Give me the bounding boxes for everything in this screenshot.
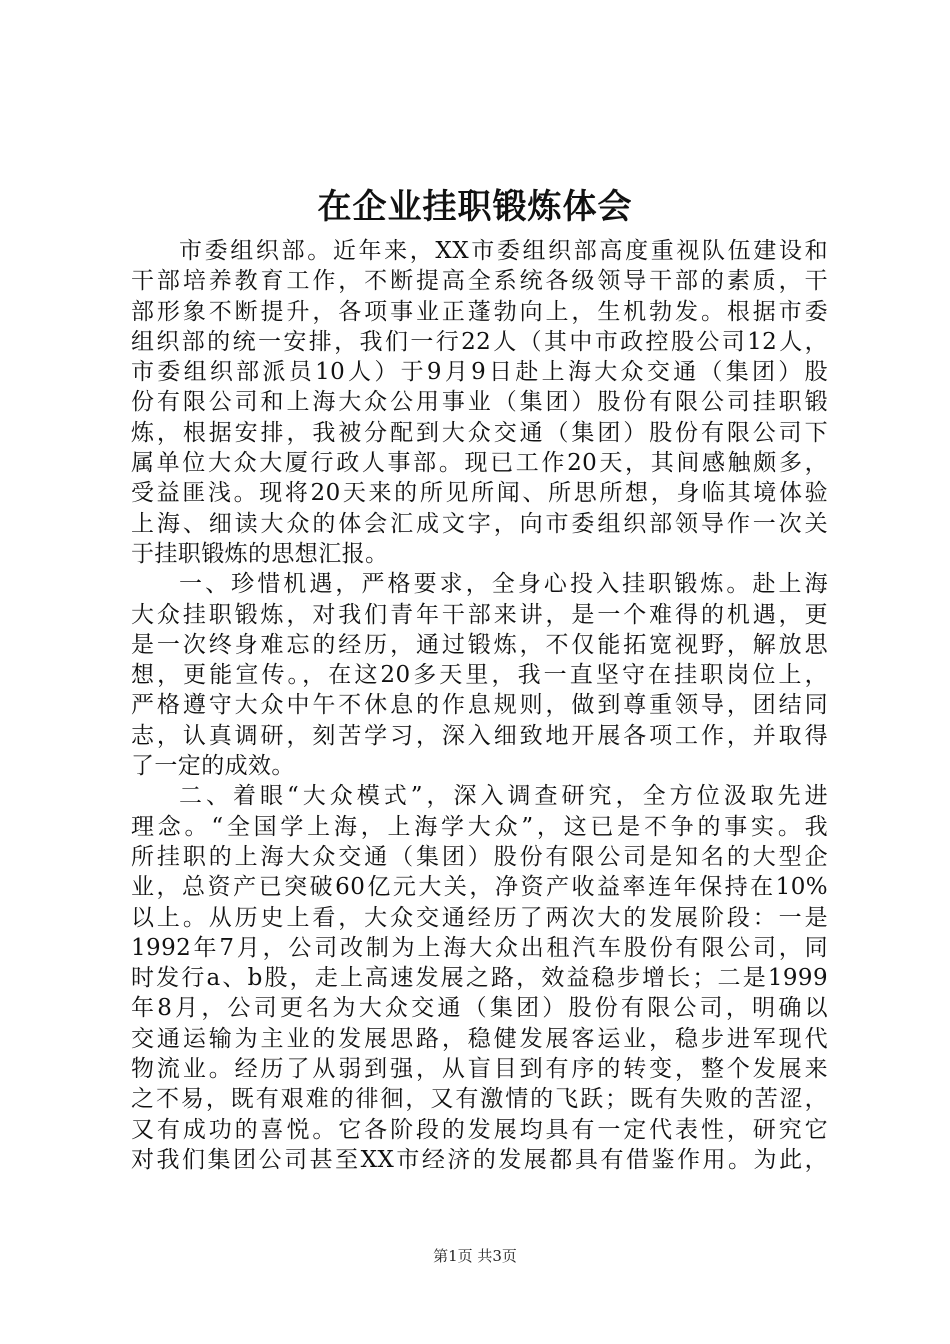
text-line: 物流业。经历了从弱到强，从盲目到有序的转变，整个发展来	[131, 1056, 828, 1083]
text-line: 业，总资产已突破60亿元大关，净资产收益率连年保持在10%	[131, 874, 828, 901]
text-line: 时发行a、b股，走上高速发展之路，效益稳步增长；二是1999	[131, 965, 828, 992]
text-line: 理念。“全国学上海，上海学大众”，这已是不争的事实。我	[131, 813, 828, 840]
text-line: 市委组织部派员10人）于9月9日赴上海大众交通（集团）股	[131, 359, 828, 386]
text-line: 以上。从历史上看，大众交通经历了两次大的发展阶段：一是	[131, 904, 828, 931]
text-line: 于挂职锻炼的思想汇报。	[131, 540, 389, 567]
text-line: 之不易，既有艰难的徘徊，又有激情的飞跃；既有失败的苦涩，	[131, 1086, 828, 1113]
text-line: 所挂职的上海大众交通（集团）股份有限公司是知名的大型企	[131, 843, 828, 870]
text-line: 市委组织部。近年来，XX市委组织部高度重视队伍建设和	[179, 238, 828, 264]
text-line: 1992年7月，公司改制为上海大众出租汽车股份有限公司，同	[131, 934, 828, 961]
text-line: 一、珍惜机遇，严格要求，全身心投入挂职锻炼。赴上海	[179, 571, 828, 598]
text-line: 交通运输为主业的发展思路，稳健发展客运业，稳步进军现代	[131, 1025, 828, 1052]
text-line: 是一次终身难忘的经历，通过锻炼，不仅能拓宽视野，解放思	[131, 631, 828, 658]
text-line: 组织部的统一安排，我们一行22人（其中市政控股公司12人，	[131, 328, 828, 355]
text-line: 受益匪浅。现将20天来的所见所闻、所思所想，身临其境体验	[131, 480, 828, 507]
page-title: 在企业挂职锻炼体会	[317, 187, 633, 227]
text-line: 严格遵守大众中午不休息的作息规则，做到尊重领导，团结同	[131, 692, 828, 719]
text-line: 年8月，公司更名为大众交通（集团）股份有限公司，明确以	[131, 995, 828, 1022]
text-line: 份有限公司和上海大众公用事业（集团）股份有限公司挂职锻	[131, 389, 828, 416]
text-line: 部形象不断提升，各项事业正蓬勃向上，生机勃发。根据市委	[131, 298, 828, 325]
text-line: 对我们集团公司甚至XX市经济的发展都具有借鉴作用。为此，	[131, 1146, 828, 1173]
page-number: 第1页 共3页	[433, 1247, 517, 1265]
text-line: 又有成功的喜悦。它各阶段的发展均具有一定代表性，研究它	[131, 1116, 828, 1143]
text-line: 了一定的成效。	[131, 753, 295, 780]
text-line: 二、着眼“大众模式”，深入调查研究，全方位汲取先进	[179, 783, 828, 810]
text-line: 大众挂职锻炼，对我们青年干部来讲，是一个难得的机遇，更	[131, 601, 828, 628]
text-line: 属单位大众大厦行政人事部。现已工作20天，其间感触颇多，	[131, 450, 828, 477]
text-line: 想，更能宣传。，在这20多天里，我一直坚守在挂职岗位上，	[131, 662, 828, 689]
text-line: 干部培养教育工作，不断提高全系统各级领导干部的素质，干	[131, 268, 828, 295]
text-line: 上海、细读大众的体会汇成文字，向市委组织部领导作一次关	[131, 510, 828, 537]
document-body	[131, 236, 828, 1175]
text-line: 志，认真调研，刻苦学习，深入细致地开展各项工作，并取得	[131, 722, 828, 749]
text-line: 炼，根据安排，我被分配到大众交通（集团）股份有限公司下	[131, 419, 828, 446]
